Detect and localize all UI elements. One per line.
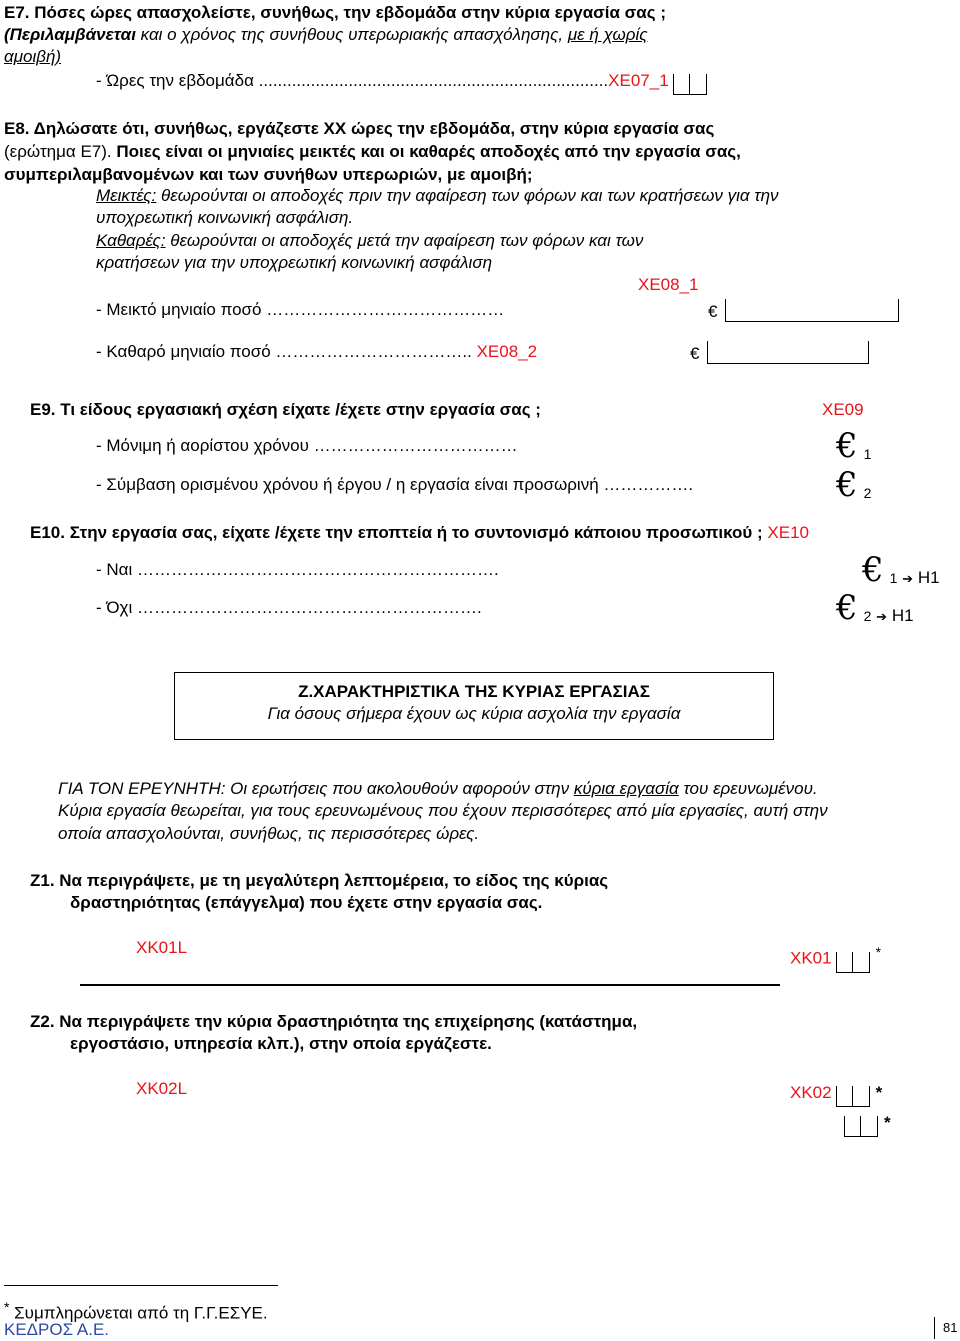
z2-code-box-1[interactable] bbox=[836, 1086, 870, 1107]
q-e10-yes-label: - Ναι ………………………………………………………. bbox=[96, 560, 499, 579]
q-z1-code-row: ΧΚ01 * bbox=[790, 941, 881, 973]
hours-code-box[interactable] bbox=[673, 74, 707, 95]
footer-org: ΚΕΔΡΟΣ Α.Ε. bbox=[4, 1320, 110, 1339]
q-e9-title: Ε9. Τι είδους εργασιακή σχέση είχατε /έχετε στην εργασία σας ; bbox=[30, 400, 541, 419]
q-e8-line3: συμπεριλαμβανομένων και των συνήθων υπερωριών, με αμοιβή; bbox=[4, 165, 533, 184]
q-z2-text-code: ΧΚ02L bbox=[136, 1079, 188, 1098]
net-amount-box[interactable] bbox=[707, 341, 869, 364]
q-e9-opt1[interactable]: € 1 bbox=[836, 426, 872, 466]
code-gross: ΧΕ08_1 bbox=[638, 275, 699, 294]
note-line2: Κύρια εργασία θεωρείται, για τους ερευνωμένους που έχουν περισσότερες από μία εργασίες, αυτή στην bbox=[58, 801, 828, 820]
q-e7-hours-row: - Ώρες την εβδομάδα ..........................................................................ΧΕ07_1 bbox=[96, 70, 707, 95]
q-e9-opt2[interactable]: € 2 bbox=[836, 465, 872, 505]
checkbox-icon[interactable]: € bbox=[836, 426, 858, 466]
q-z1-title-2: δραστηριότητας (επάγγελμα) που έχετε στην εργασία σας. bbox=[70, 893, 543, 912]
gross-amount: € bbox=[708, 299, 899, 323]
net-definition: Καθαρές: θεωρούνται οι αποδοχές μετά την αφαίρεση των φόρων και των bbox=[96, 231, 644, 250]
q-z2-title: Ζ2. Να περιγράψετε την κύρια δραστηριότητα της επιχείρησης (κατάστημα, bbox=[30, 1012, 638, 1031]
footnote: * Συμπληρώνεται από τη Γ.Γ.ΕΣΥΕ. bbox=[4, 1299, 268, 1323]
gross-row: - Μεικτό μηνιαίο ποσό …………………………………… bbox=[96, 300, 505, 319]
checkbox-icon[interactable]: € bbox=[862, 550, 884, 590]
q-e10-title-row: Ε10. Στην εργασία σας, είχατε /έχετε την εποπτεία ή το συντονισμό κάποιου προσωπικού ; ΧΕ10 bbox=[30, 523, 810, 542]
q-e7-line2: (Περιλαμβάνεται και ο χρόνος της συνήθους υπερωριακής απασχόλησης, με ή χωρίς bbox=[4, 25, 648, 44]
net-amount: € bbox=[690, 341, 869, 365]
footnote-separator bbox=[4, 1285, 278, 1286]
page-number: 81 bbox=[934, 1317, 957, 1339]
note-line3: οποία απασχολούνται, συνήθως, τις περισσότερες ώρες. bbox=[58, 824, 480, 843]
q-z2-code-row: ΧΚ02 * bbox=[790, 1082, 882, 1107]
q-z1-text-code: ΧΚ01L bbox=[136, 938, 188, 957]
gross-amount-box[interactable] bbox=[725, 299, 899, 322]
net-definition-2: κρατήσεων για την υποχρεωτική κοινωνική ασφάλιση bbox=[96, 253, 493, 272]
q-e7-line3: αμοιβή) bbox=[4, 47, 62, 66]
checkbox-icon[interactable]: € bbox=[836, 588, 858, 628]
arrow-right-icon: ➔ bbox=[876, 609, 888, 624]
q-e10-yes[interactable]: € 1 ➔ Η1 bbox=[862, 550, 940, 590]
z2-code-box-2[interactable] bbox=[844, 1116, 878, 1137]
q-z1-title: Ζ1. Να περιγράψετε, με τη μεγαλύτερη λεπτομέρεια, το είδος της κύριας bbox=[30, 871, 609, 890]
q-e9-code: ΧΕ09 bbox=[822, 400, 864, 419]
q-e9-opt2-label: - Σύμβαση ορισμένου χρόνου ή έργου / η εργασία είναι προσωρινή ……………. bbox=[96, 475, 694, 494]
gross-definition-2: υποχρεωτική κοινωνική ασφάλιση. bbox=[96, 208, 354, 227]
section-z-subtitle: Για όσους σήμερα έχουν ως κύρια ασχολία την εργασία bbox=[267, 704, 681, 723]
q-e8-line2: (ερώτημα Ε7). Ποιες είναι οι μηνιαίες μεικτές και οι καθαρές αποδοχές από την εργασία σας, bbox=[4, 142, 741, 161]
q-e7-title: Ε7. Πόσες ώρες απασχολείστε, συνήθως, την εβδομάδα στην κύρια εργασία σας ; bbox=[4, 3, 666, 22]
z1-answer-line[interactable] bbox=[80, 984, 780, 986]
q-z2-code-row-2: * bbox=[844, 1112, 891, 1137]
gross-definition: Μεικτές: θεωρούνται οι αποδοχές πριν την αφαίρεση των φόρων και των κρατήσεων για την bbox=[96, 186, 779, 205]
q-e8-title: Ε8. Δηλώσατε ότι, συνήθως, εργάζεστε XX ώρες την εβδομάδα, στην κύρια εργασία σας bbox=[4, 119, 715, 138]
arrow-right-icon: ➔ bbox=[902, 571, 914, 586]
q-e10-no-label: - Όχι ……………………………………………………. bbox=[96, 598, 482, 617]
section-z-header bbox=[174, 672, 774, 740]
z1-code-box[interactable] bbox=[836, 952, 870, 973]
q-e9-opt1-label: - Μόνιμη ή αορίστου χρόνου ……………………………… bbox=[96, 436, 518, 455]
q-e10-no[interactable]: € 2 ➔ Η1 bbox=[836, 588, 914, 628]
section-z-title: Ζ.ΧΑΡΑΚΤΗΡΙΣΤΙΚΑ ΤΗΣ ΚΥΡΙΑΣ ΕΡΓΑΣΙΑΣ bbox=[298, 682, 650, 701]
note-line1: ΓΙΑ ΤΟΝ ΕΡΕΥΝΗΤΗ: Οι ερωτήσεις που ακολουθούν αφορούν στην κύρια εργασία του ερευνωμένου. bbox=[58, 779, 818, 798]
q-z2-title-2: εργοστάσιο, υπηρεσία κλπ.), στην οποία εργάζεστε. bbox=[70, 1034, 492, 1053]
net-row: - Καθαρό μηνιαίο ποσό …………………………….. ΧΕ08_2 bbox=[96, 342, 538, 361]
checkbox-icon[interactable]: € bbox=[836, 465, 858, 505]
